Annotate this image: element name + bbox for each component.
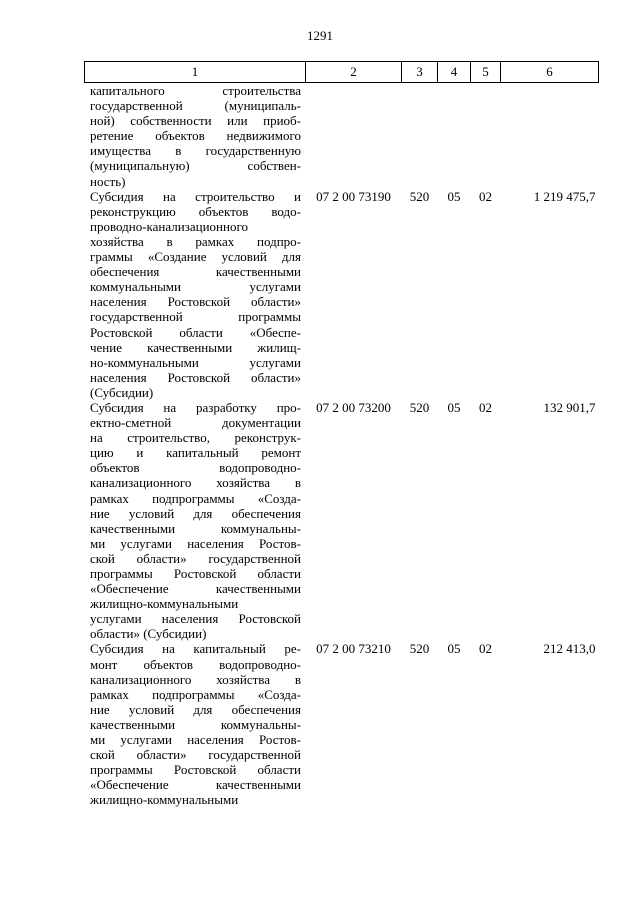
description-line: государственной программы: [90, 309, 301, 325]
description-line: цию и капитальный ремонт: [90, 445, 301, 461]
row-section: 05: [447, 188, 461, 204]
description-line: ние условий для обеспечения: [90, 505, 301, 521]
description-line: хозяйства в рамках подпро-: [90, 233, 301, 249]
description-line: Субсидия на строительство и: [90, 188, 301, 204]
description-line: капитального строительства: [90, 83, 301, 98]
row-target-code: 07 2 00 73210: [316, 641, 391, 657]
budget-table: [84, 61, 599, 808]
row-description: [85, 400, 306, 642]
row-subsection: 02: [479, 399, 492, 415]
row-subsection: 02: [479, 188, 492, 204]
page-number: 1291: [307, 28, 333, 43]
description-line: граммы «Создание условий для: [90, 249, 301, 265]
description-line: качественными коммунальны-: [90, 520, 301, 536]
description-line: рамках подпрограммы «Созда-: [90, 490, 301, 506]
description-line: жилищно-коммунальными: [90, 792, 239, 808]
description-line: населения Ростовской области»: [90, 369, 301, 385]
description-line: ность): [90, 173, 126, 189]
row-section: [438, 83, 471, 189]
row-amount: 1 219 475,7: [533, 188, 596, 204]
description-line: ми услугами населения Ростов-: [90, 535, 301, 551]
row-amount: 212 413,0: [543, 641, 596, 657]
description-line: Субсидия на разработку про-: [90, 399, 301, 415]
description-line: ретение объектов недвижимого: [90, 128, 301, 144]
row-expense-type: 520: [409, 399, 430, 415]
description-line: услугами населения Ростовской: [90, 611, 301, 627]
description-line: ской области» государственной: [90, 747, 301, 763]
row-description: [85, 641, 306, 807]
column-header-4: 4: [438, 62, 471, 83]
description-line: Ростовской области «Обеспе-: [90, 324, 301, 340]
row-subsection: [471, 83, 501, 189]
table-body: [85, 83, 599, 808]
row-target-code: [306, 83, 402, 189]
description-line: ектно-сметной документации: [90, 415, 301, 431]
row-target-code: 07 2 00 73200: [316, 399, 391, 415]
description-line: канализационного хозяйства в: [90, 475, 301, 491]
description-line: реконструкцию объектов водо-: [90, 203, 301, 219]
table-row: [85, 641, 599, 807]
description-line: населения Ростовской области»: [90, 294, 301, 310]
description-line: объектов водопроводно-: [90, 460, 301, 476]
description-line: (Субсидии): [90, 384, 154, 400]
description-line: области» (Субсидии): [90, 626, 207, 642]
column-header-6: 6: [501, 62, 599, 83]
description-line: но-коммунальными услугами: [90, 354, 301, 370]
column-header-5: 5: [471, 62, 501, 83]
table-row: [85, 83, 599, 189]
description-line: Субсидия на капитальный ре-: [90, 641, 301, 657]
row-expense-type: 520: [409, 641, 430, 657]
description-line: ной) собственности или приоб-: [90, 113, 301, 129]
table-header-row: [85, 62, 599, 83]
description-line: ми услугами населения Ростов-: [90, 732, 301, 748]
description-line: (муниципальную) собствен-: [90, 158, 301, 174]
description-line: государственной (муниципаль-: [90, 98, 301, 114]
description-line: проводно-канализационного: [90, 218, 248, 234]
description-line: рамках подпрограммы «Созда-: [90, 686, 301, 702]
row-description: [85, 189, 306, 400]
description-line: имущества в государственную: [90, 143, 301, 159]
description-line: чение качественными жилищ-: [90, 339, 301, 355]
row-section: 05: [447, 399, 461, 415]
description-line: ние условий для обеспечения: [90, 701, 301, 717]
row-expense-type: 520: [409, 188, 430, 204]
table-row: [85, 400, 599, 642]
description-line: жилищно-коммунальными: [90, 596, 239, 612]
description-line: «Обеспечение качественными: [90, 777, 301, 793]
row-amount: 132 901,7: [543, 399, 596, 415]
description-line: программы Ростовской области: [90, 566, 301, 581]
description-line: канализационного хозяйства в: [90, 671, 301, 687]
description-line: коммунальными услугами: [90, 279, 301, 295]
description-line: «Обеспечение качественными: [90, 581, 301, 597]
description-line: программы Ростовской области: [90, 762, 301, 778]
row-amount: [501, 83, 599, 189]
description-line: на строительство, реконструк-: [90, 430, 301, 446]
row-expense-type: [402, 83, 438, 189]
row-description: [85, 83, 306, 189]
description-line: монт объектов водопроводно-: [90, 656, 301, 672]
table-row: [85, 189, 599, 400]
row-target-code: 07 2 00 73190: [316, 188, 391, 204]
column-header-1: 1: [85, 62, 306, 83]
description-line: обеспечения качественными: [90, 264, 301, 280]
description-line: ской области» государственной: [90, 550, 301, 566]
row-section: 05: [447, 641, 461, 657]
column-header-3: 3: [402, 62, 438, 83]
row-subsection: 02: [479, 641, 492, 657]
description-line: качественными коммунальны-: [90, 716, 301, 732]
column-header-2: 2: [306, 62, 402, 83]
